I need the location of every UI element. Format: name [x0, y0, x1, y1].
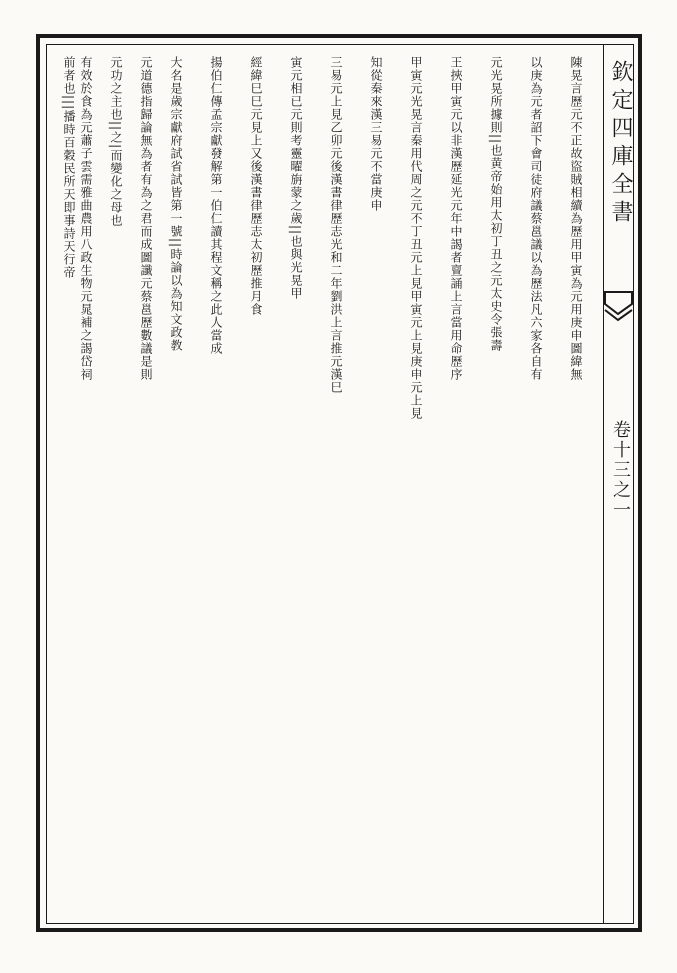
text-column-10: 揚伯仁傳孟宗獻發解第一伯仁讀其程文稱之此人當成: [209, 56, 223, 355]
text-column-3: 元光晃所據則||也黄帝始用太初丁丑之元太史令張壽: [489, 56, 503, 353]
text-column-9: 經緯巳巳元見上又後漢書律歷志太初歷推月食: [249, 56, 263, 316]
fishtail-mark-icon: [603, 290, 634, 330]
text-column-14: 有效於食為元蕭子雲需雅曲農用八政生物元晁補之謁岱祠: [79, 56, 93, 381]
volume-label: 卷十三之一: [610, 420, 631, 520]
text-column-13: 元功之主也||之|而變化之母也: [109, 56, 123, 228]
text-column-6: 知從秦來漢三易元不當庚申: [369, 56, 383, 212]
text-column-7: 三易元上見乙卯元後漢書律歷志光和二年劉洪上言推元漢巳: [329, 56, 343, 394]
text-column-11: 大名是歲宗獻府試省試皆第一號||時論以為知文政教: [169, 56, 183, 353]
text-column-15: 前者也|||播時百穀民所天即事詩天行帝: [62, 56, 76, 280]
text-column-2: 以庚為元者詔下會司徒府議蔡邕議以為歷法凡六家各自有: [529, 56, 543, 381]
text-column-12: 元道德指歸論無為者有為之君而成圖讖元蔡邕歷數議是則: [139, 56, 153, 381]
text-column-8: 寅元相已元則考靈曜旃蒙之歲||也與光晃甲: [289, 56, 303, 301]
text-column-4: 王挾甲寅元以非漢歷延光元年中謁者亶誦上言當用命歷序: [449, 56, 463, 381]
book-title: 欽定四庫全書: [608, 60, 633, 228]
text-column-5: 甲寅元光晃言秦用代周之元不丁丑元上見甲寅元上見庚申元上見: [409, 56, 423, 420]
text-column-1: 陳晃言歷元不正故盜賊相續為歷用甲寅為元用庚申圖緯無: [569, 56, 583, 381]
